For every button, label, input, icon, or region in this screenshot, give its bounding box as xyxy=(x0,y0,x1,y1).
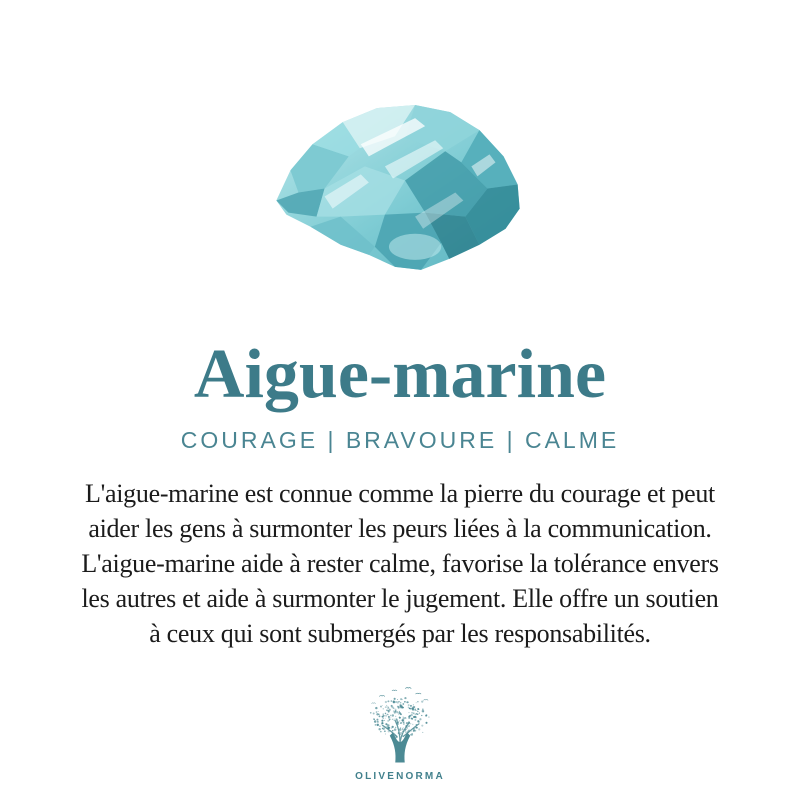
tree-canopy-dots xyxy=(370,697,430,738)
description-line: L'aigue-marine est connue comme la pierre du courage et peut xyxy=(85,479,715,508)
olive-tree-with-birds-icon xyxy=(360,686,440,768)
description-paragraph xyxy=(0,476,800,651)
description-line: les autres et aide à surmonter le jugement. Elle offre un soutien xyxy=(81,584,719,613)
description-line: L'aigue-marine aide à rester calme, favorise la tolérance envers xyxy=(81,549,719,578)
brand-name: OLIVENORMA xyxy=(355,771,445,782)
page-title: Aigue-marine xyxy=(193,336,607,413)
description-line: à ceux qui sont submergés par les responsabilités. xyxy=(149,619,651,648)
description-line: aider les gens à surmonter les peurs liées à la communication. xyxy=(88,514,712,543)
keywords-subtitle: COURAGE | BRAVOURE | CALME xyxy=(180,427,620,453)
aquamarine-stone-image xyxy=(263,96,537,282)
brand-logo xyxy=(0,686,800,782)
aquamarine-crystal-illustration xyxy=(263,96,537,282)
